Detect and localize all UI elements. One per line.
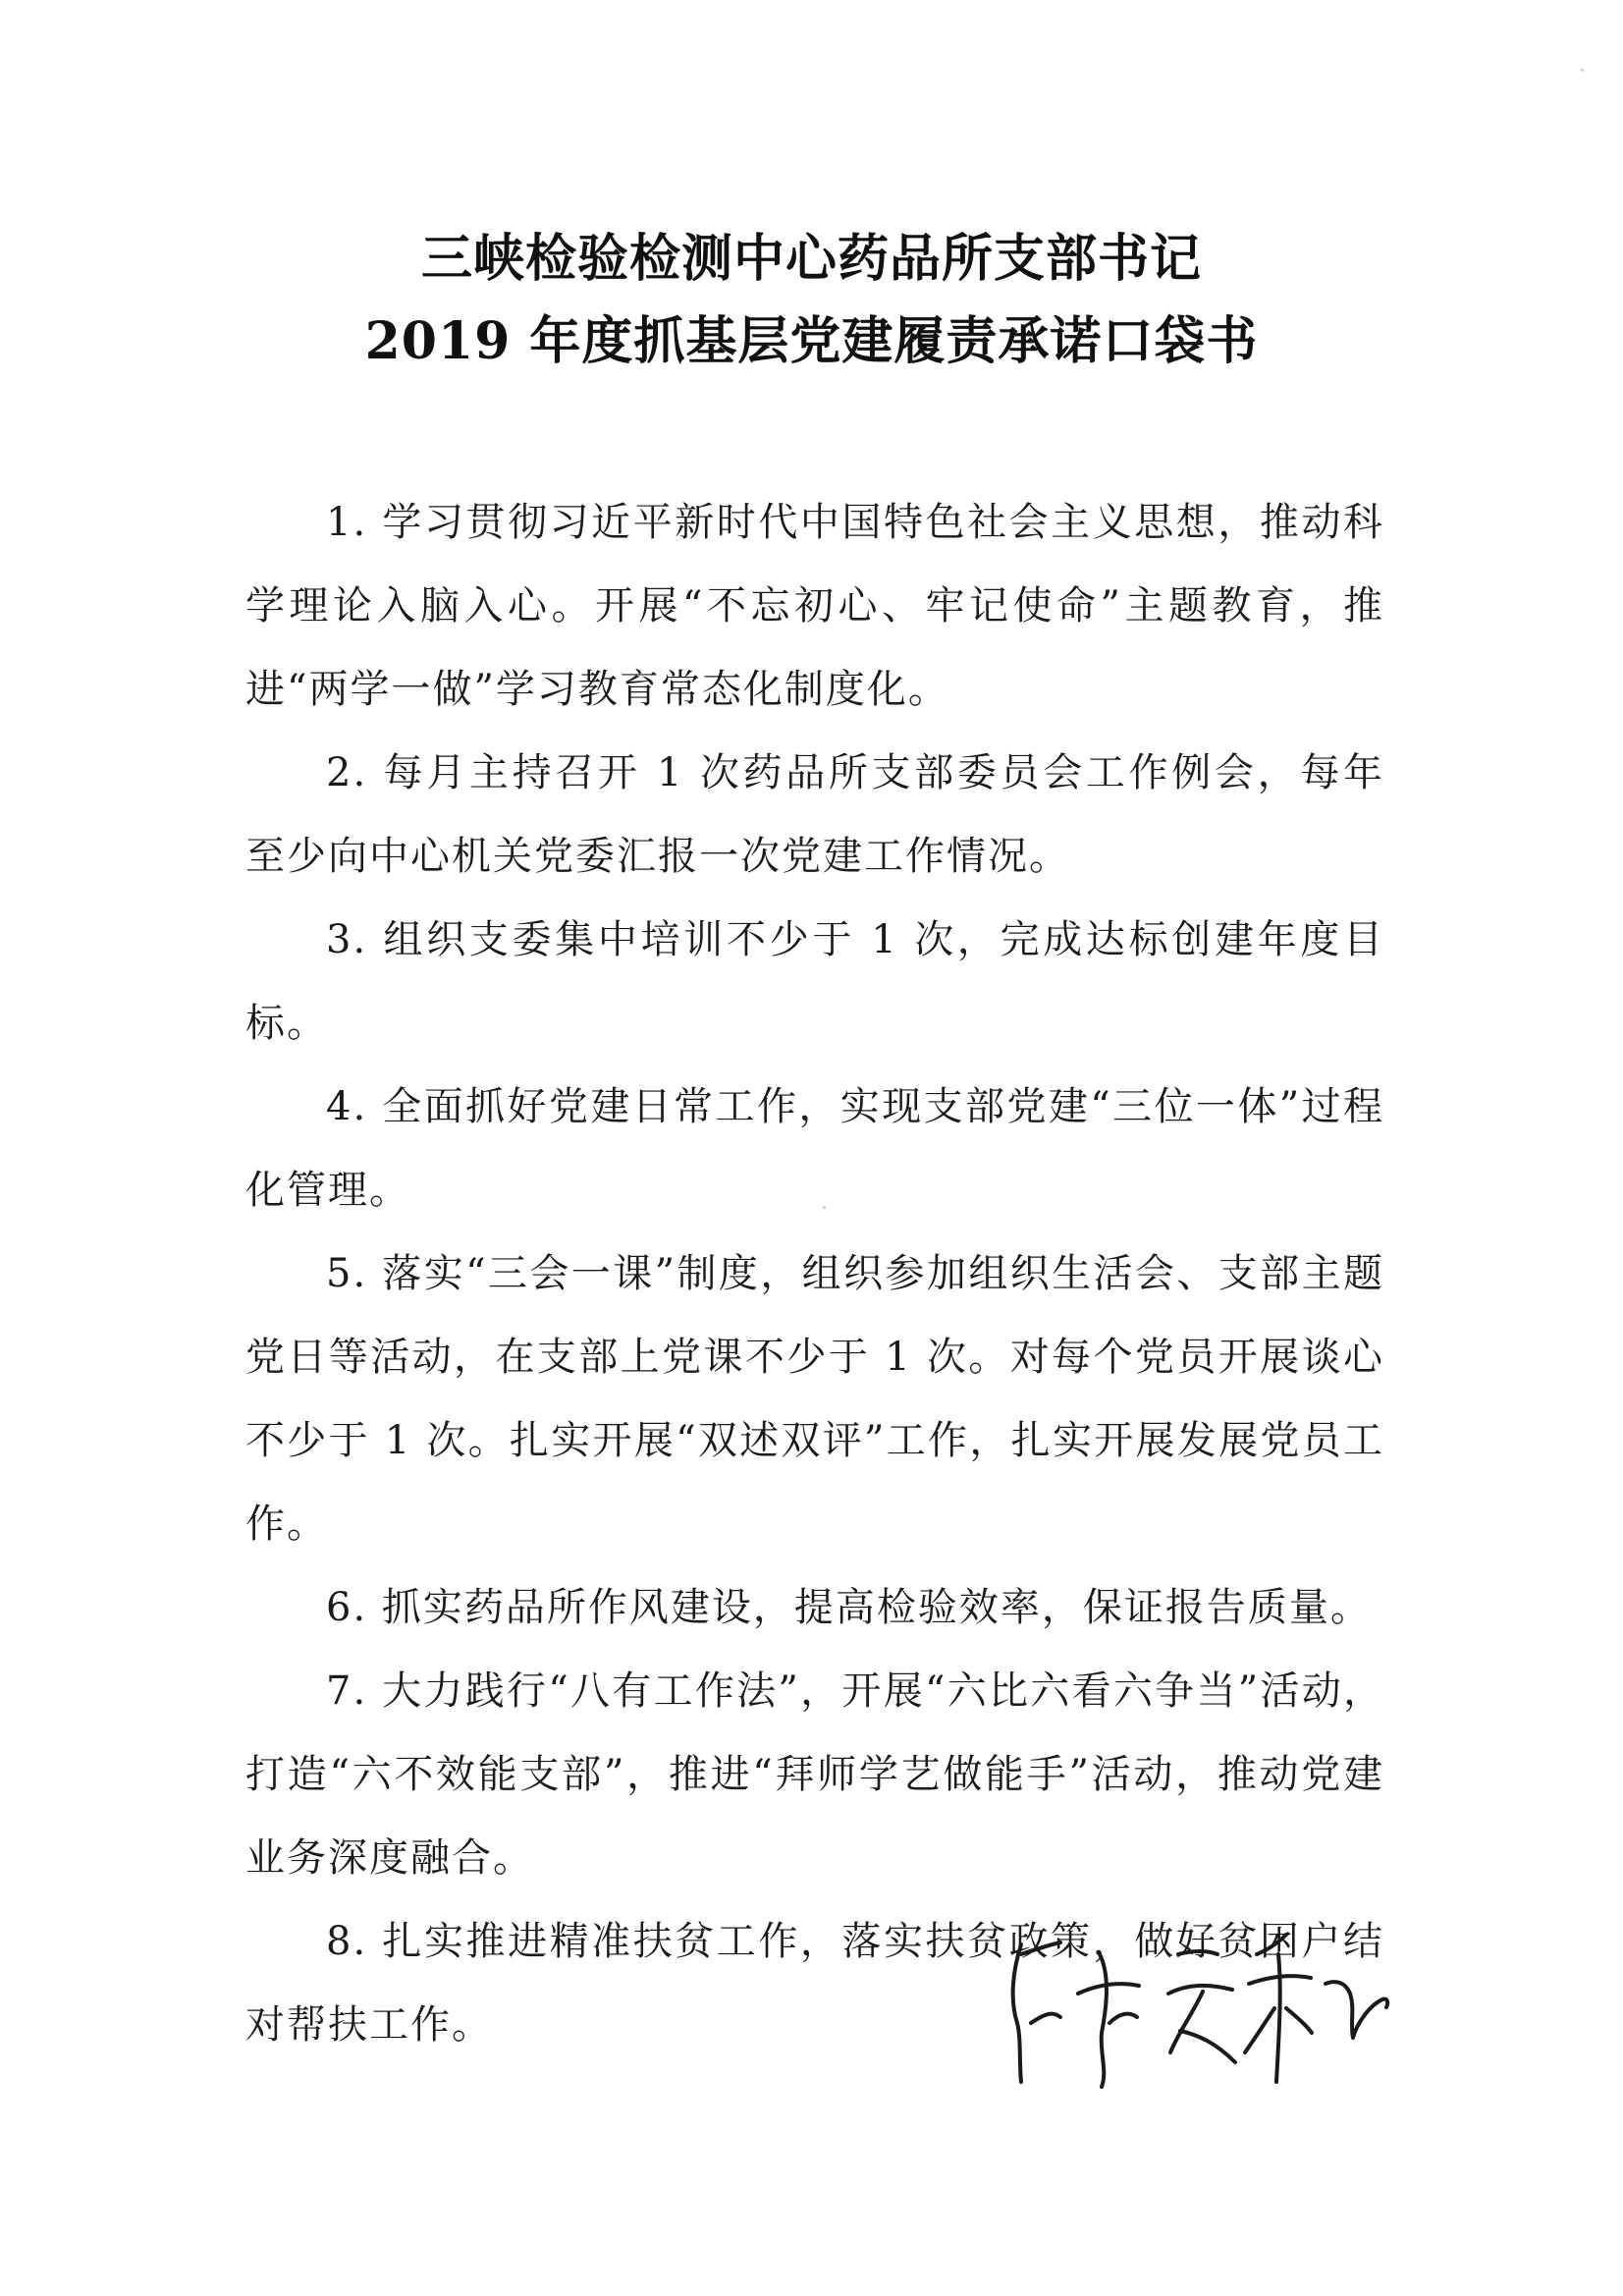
document-title xyxy=(0,218,1623,383)
scan-speck xyxy=(1581,69,1584,72)
title-line-2: 2019 年度抓基层党建履责承诺口袋书 xyxy=(364,311,1259,371)
commitment-item-1: 1. 学习贯彻习近平新时代中国特色社会主义思想，推动科学理论入脑入心。开展“不忘初心、牢记使命”主题教育，推进“两学一做”学习教育常态化制度化。 xyxy=(245,500,1384,712)
scan-speck xyxy=(823,1206,826,1209)
commitment-item-7: 7. 大力践行“八有工作法”，开展“六比六看六争当”活动，打造“六不效能支部”，推进“拜师学艺做能手”活动，推动党建业务深度融合。 xyxy=(245,1668,1384,1881)
commitment-list xyxy=(245,481,1384,2067)
commitment-item-3: 3. 组织支委集中培训不少于 1 次，完成达标创建年度目标。 xyxy=(245,917,1384,1046)
commitment-item-5: 5. 落实“三会一课”制度，组织参加组织生活会、支部主题党日等活动，在支部上党课不少于 1 次。对每个党员开展谈心不少于 1 次。扎实开展“双述双评”工作，扎实开展发展党员工作。 xyxy=(245,1251,1384,1547)
commitment-item-4: 4. 全面抓好党建日常工作，实现支部党建“三位一体”过程化管理。 xyxy=(245,1084,1384,1213)
commitment-item-8: 8. 扎实推进精准扶贫工作，落实扶贫政策，做好贫困户结对帮扶工作。 xyxy=(245,1919,1384,2048)
handwritten-signature-icon xyxy=(992,1915,1404,2111)
title-line-1: 三峡检验检测中心药品所支部书记 xyxy=(420,229,1202,289)
commitment-item-6: 6. 抓实药品所作风建设，提高检验效率，保证报告质量。 xyxy=(326,1585,1372,1630)
commitment-item-2: 2. 每月主持召开 1 次药品所支部委员会工作例会，每年至少向中心机关党委汇报一次党建工作情况。 xyxy=(245,750,1384,879)
